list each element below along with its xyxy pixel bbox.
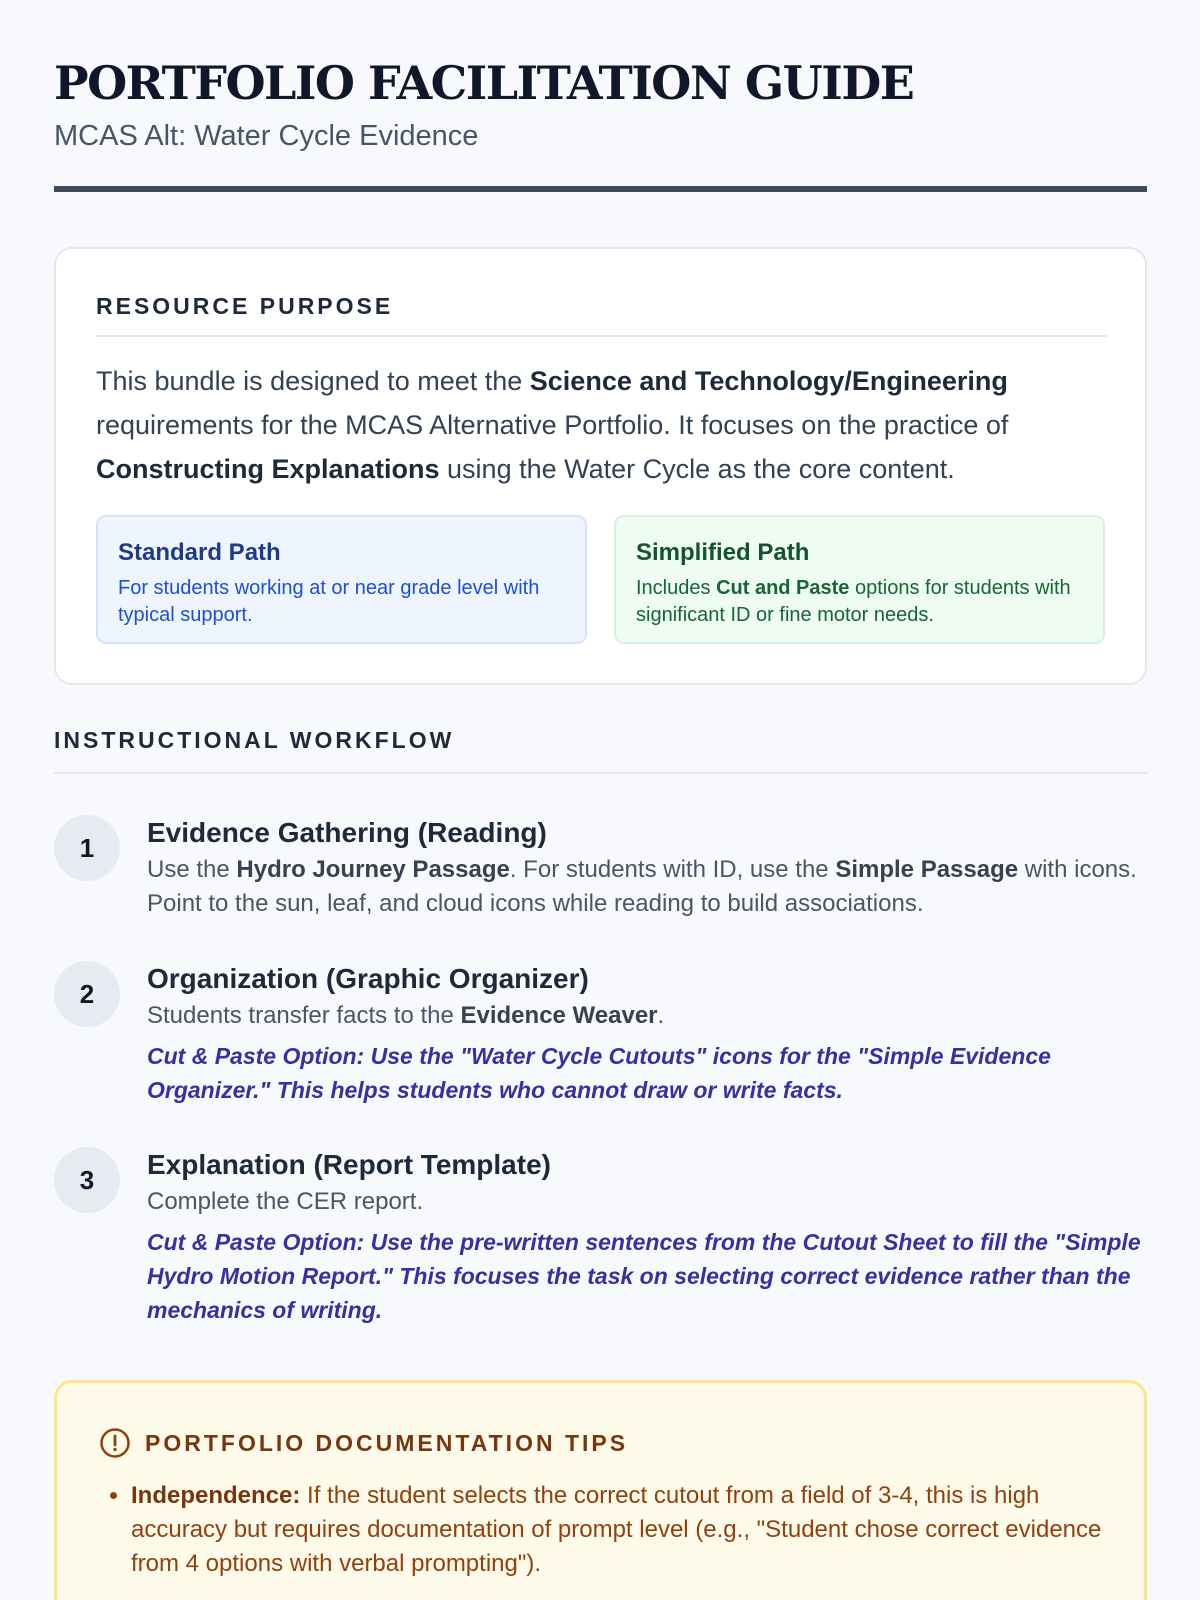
step-title: Organization (Graphic Organizer): [147, 963, 589, 994]
cut-paste-option-note: Cut & Paste Option: Use the pre-written sentences from the Cutout Sheet to fill the "Simple Hydro Motion Report." This focuses the task on selecting correct evidence rather than the mechanics of writing.: [147, 1229, 1141, 1323]
tips-list: [131, 1479, 1111, 1589]
documentation-tips-box: [54, 1380, 1147, 1600]
simplified-path-box: [614, 515, 1105, 644]
tip-item: [131, 1479, 1111, 1581]
step-desc-part: Students transfer facts to the: [147, 1002, 461, 1029]
step-number-badge: 1: [54, 815, 120, 881]
standard-path-title: Standard Path: [118, 539, 281, 566]
step-desc-bold: Hydro Journey Passage: [236, 856, 510, 883]
tip-text: If the student selects the correct cutout from a field of 3-4, this is high accuracy but requires documentation of prompt level (e.g., "Student chose correct evidence from 4 options with verbal prompting").: [131, 1482, 1102, 1577]
step-description: [147, 853, 1147, 921]
tips-heading-row: [99, 1427, 628, 1459]
simplified-path-desc-part: Includes: [636, 577, 717, 599]
resource-purpose-card: [54, 247, 1147, 685]
step-number-badge: 2: [54, 961, 120, 1027]
step-number-badge: 3: [54, 1147, 120, 1213]
step-body: [147, 815, 1147, 921]
simplified-path-title: Simplified Path: [636, 539, 810, 566]
tip-label: Independence:: [131, 1482, 301, 1509]
step-description: Complete the CER report.: [147, 1188, 424, 1215]
step-desc-bold: Evidence Weaver: [460, 1002, 658, 1029]
purpose-text-bold: Constructing Explanations: [96, 454, 440, 484]
step-desc-part: .: [657, 1002, 665, 1029]
step-description: [147, 999, 1147, 1033]
workflow-divider: [54, 772, 1147, 774]
simplified-path-desc-bold: Cut and Paste: [716, 577, 850, 599]
step-desc-part: Use the: [147, 856, 237, 883]
step-title: Explanation (Report Template): [147, 1149, 551, 1180]
purpose-text-part: requirements for the MCAS Alternative Portfolio. It focuses on the practice of: [96, 410, 1009, 440]
cut-paste-option-note: Cut & Paste Option: Use the "Water Cycle Cutouts" icons for the "Simple Evidence Organizer." This helps students who cannot draw or write facts.: [147, 1043, 1051, 1103]
standard-path-box: [96, 515, 587, 644]
page-title: PORTFOLIO FACILITATION GUIDE: [54, 56, 914, 110]
purpose-text-part: using the Water Cycle as the core content.: [439, 454, 955, 484]
title-divider: [54, 186, 1147, 192]
page-subtitle: MCAS Alt: Water Cycle Evidence: [54, 120, 479, 152]
workflow-heading: INSTRUCTIONAL WORKFLOW: [54, 727, 455, 753]
purpose-divider: [96, 335, 1107, 337]
step-body: [147, 1147, 1147, 1327]
purpose-text-part: This bundle is designed to meet the: [96, 366, 530, 396]
step-desc-part: with icons. Point to the sun, leaf, and cloud icons while reading to build associations.: [147, 856, 1137, 917]
step-desc-part: . For students with ID, use the: [509, 856, 836, 883]
simplified-path-desc: [636, 575, 1083, 629]
resource-purpose-heading: RESOURCE PURPOSE: [96, 293, 394, 319]
standard-path-desc: For students working at or near grade level with typical support.: [118, 577, 540, 626]
step-title: Evidence Gathering (Reading): [147, 817, 547, 848]
step-desc-bold: Simple Passage: [835, 856, 1019, 883]
purpose-text: [96, 359, 1116, 491]
alert-circle-icon: [99, 1427, 131, 1459]
simplified-path-desc-part: options for students with significant ID or fine motor needs.: [636, 577, 1071, 626]
tips-heading: PORTFOLIO DOCUMENTATION TIPS: [145, 1429, 629, 1456]
step-body: [147, 961, 1147, 1107]
purpose-text-bold: Science and Technology/Engineering: [529, 366, 1008, 396]
